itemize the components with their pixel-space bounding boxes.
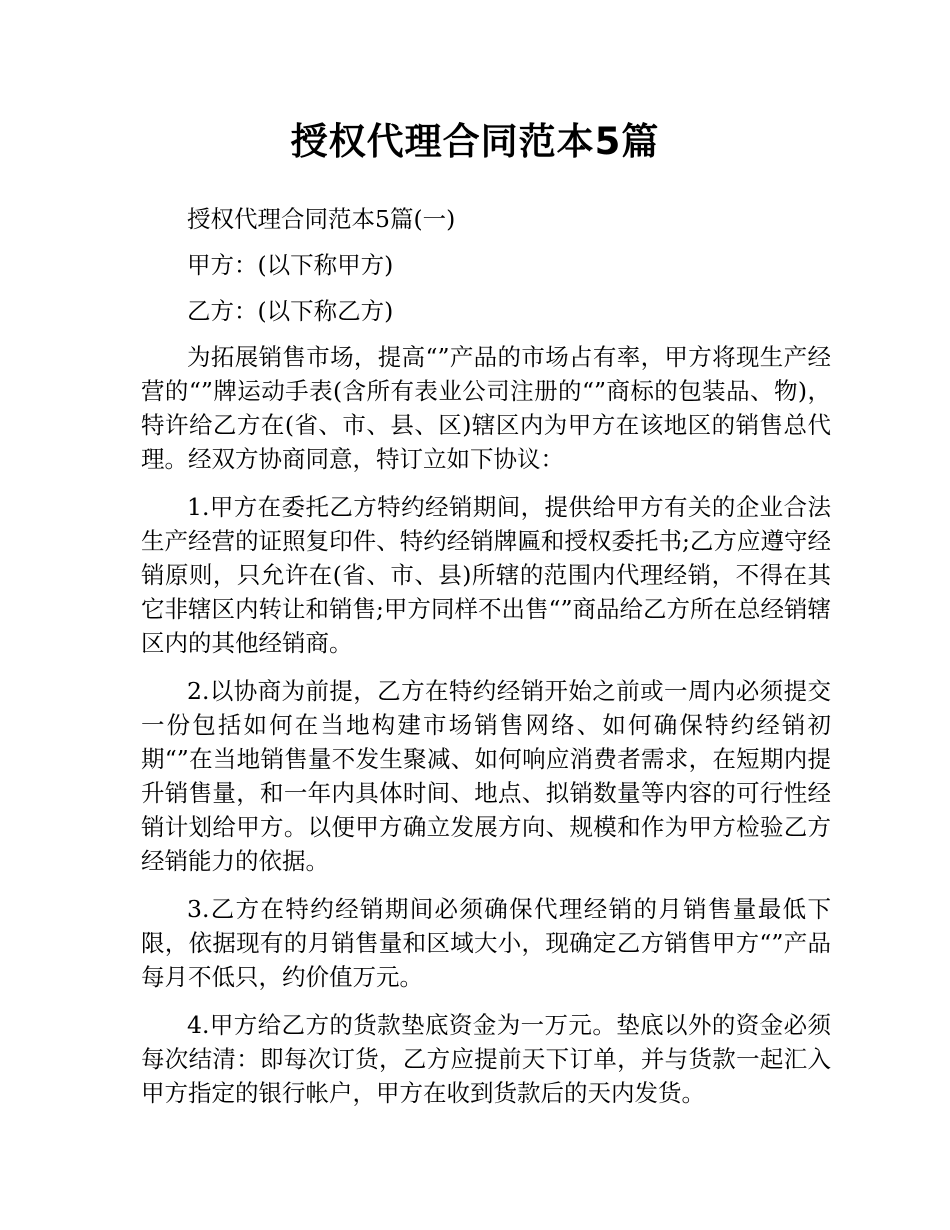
clause-2-paragraph: 2.以协商为前提，乙方在特约经销开始之前或一周内必须提交一份包括如何在当地构建市场销售网络、如何确保特约经销初期“”在当地销售量不发生聚减、如何响应消费者需求，在短期内提升销售量，和一年内具体时间、地点、拟销数量等内容的可行性经销计划给甲方。以便甲方确立发展方向、规模和作为甲方检验乙方经销能力的依据。 [141, 677, 831, 875]
document-title: 授权代理合同范本5篇 [290, 120, 660, 163]
subtitle-paragraph: 授权代理合同范本5篇(一) [187, 205, 456, 233]
party-b-line: 乙方：(以下称乙方) [187, 297, 394, 325]
clause-4-paragraph: 4.甲方给乙方的货款垫底资金为一万元。垫底以外的资金必须每次结清：即每次订货，乙方应提前天下订单，并与货款一起汇入甲方指定的银行帐户，甲方在收到货款后的天内发货。 [141, 1011, 831, 1107]
party-a-line: 甲方：(以下称甲方) [187, 251, 394, 279]
clause-3-paragraph: 3.乙方在特约经销期间必须确保代理经销的月销售量最低下限，依据现有的月销售量和区域大小，现确定乙方销售甲方“”产品每月不低只，约价值万元。 [141, 895, 831, 991]
clause-1-paragraph: 1.甲方在委托乙方特约经销期间，提供给甲方有关的企业合法生产经营的证照复印件、特约经销牌匾和授权委托书;乙方应遵守经销原则，只允许在(省、市、县)所辖的范围内代理经销，不得在其它非辖区内转让和销售;甲方同样不出售“”商品给乙方所在总经销辖区内的其他经销商。 [141, 493, 831, 657]
document-body [141, 202, 831, 1124]
preamble-paragraph: 为拓展销售市场，提高“”产品的市场占有率，甲方将现生产经营的“”牌运动手表(含所有表业公司注册的“”商标的包装品、物)，特许给乙方在(省、市、县、区)辖区内为甲方在该地区的销售总代理。经双方协商同意，特订立如下协议： [141, 343, 831, 473]
